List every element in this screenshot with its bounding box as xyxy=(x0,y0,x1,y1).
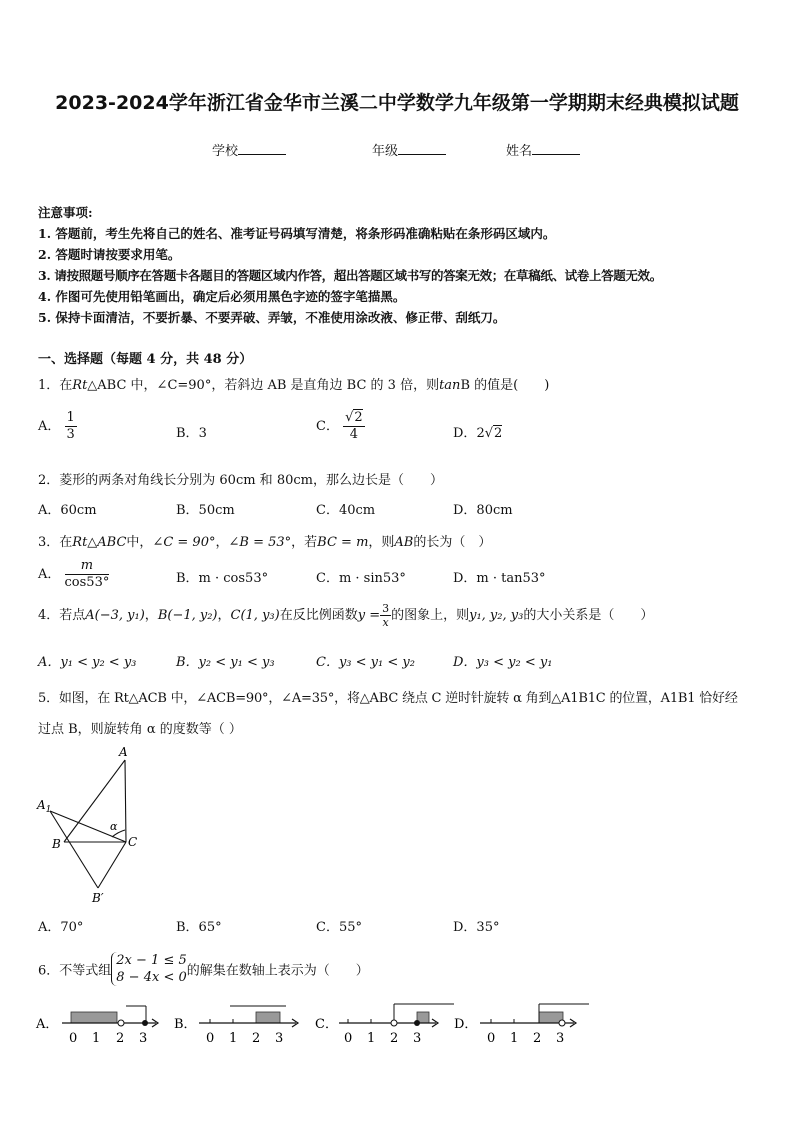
denominator: cos53° xyxy=(64,575,110,590)
question-2: 2．菱形的两条对角线长分别为 60cm 和 80cm，那么边长是（ ） xyxy=(38,473,443,488)
shaded-region xyxy=(71,1012,117,1023)
q3-option-a[interactable] xyxy=(38,558,109,591)
q4-sep: ， xyxy=(144,608,158,623)
q1-rt: Rt xyxy=(72,378,88,393)
question-5-line2: 过点 B，则旋转角 α 的度数等（ ） xyxy=(38,722,242,737)
q6-number-lines xyxy=(34,1000,624,1050)
q3-option-b[interactable]: B．m · cos53° xyxy=(176,571,269,586)
tick-label: 0 xyxy=(206,1031,215,1046)
q6-option-b[interactable] xyxy=(174,1006,298,1046)
q1-option-a[interactable] xyxy=(38,410,77,443)
section-title: 一、选择题（每题 4 分，共 48 分） xyxy=(38,352,253,367)
note-item: 4. 作图可先使用铅笔画出，确定后必须用黑色字迹的签字笔描黑。 xyxy=(38,289,406,304)
tick-label: 0 xyxy=(344,1031,353,1046)
q4-option-d[interactable]: D．y₃ < y₂ < y₁ xyxy=(453,655,553,670)
label-b-prime: B′ xyxy=(92,891,104,905)
note-item: 1. 答题前，考生先将自己的姓名、准考证号码填写清楚，将条形码准确粘贴在条形码区域内。 xyxy=(38,226,556,241)
q6-option-d[interactable] xyxy=(454,1004,589,1046)
q3-suffix: 的长为（ ） xyxy=(413,535,492,550)
name-blank xyxy=(532,142,580,155)
option-label: C． xyxy=(316,419,339,434)
label-a1 xyxy=(36,798,51,815)
q3-cond: BC = m xyxy=(317,535,369,550)
segment-ac xyxy=(125,760,126,842)
q2-option-b[interactable]: B．50cm xyxy=(176,503,235,518)
q6-option-a[interactable] xyxy=(35,1006,158,1046)
q1-tan: tan xyxy=(439,378,461,393)
grade-blank xyxy=(398,142,446,155)
fraction xyxy=(65,410,77,443)
denominator: x xyxy=(382,616,389,629)
q1-suffix: B 的值是( ) xyxy=(460,378,550,393)
open-dot xyxy=(391,1020,397,1026)
q1-prefix: 1．在 xyxy=(38,378,73,393)
fraction xyxy=(65,558,110,591)
tick-label: 3 xyxy=(139,1031,148,1046)
option-label: A． xyxy=(38,567,61,582)
inequality-2: 8 − 4x < 0 xyxy=(116,970,187,985)
fraction xyxy=(380,602,391,629)
tick-label: 1 xyxy=(367,1031,376,1046)
name-label: 姓名 xyxy=(506,144,533,159)
q4-point-b: B(−1, y₂) xyxy=(157,608,218,623)
option-label: C． xyxy=(315,1017,338,1032)
coefficient: 2 xyxy=(476,426,485,441)
open-dot xyxy=(559,1020,565,1026)
q5-option-b[interactable]: B．65° xyxy=(176,920,222,935)
inequality-system xyxy=(111,952,186,986)
numerator: m xyxy=(65,558,110,575)
notes-heading: 注意事项: xyxy=(38,205,93,220)
denominator: 3 xyxy=(66,427,75,442)
note-item: 5. 保持卡面清洁，不要折暴、不要弄破、弄皱，不准使用涂改液、修正带、刮纸刀。 xyxy=(38,310,506,325)
inequality-1: 2x − 1 ≤ 5 xyxy=(116,953,187,968)
q4-text: 的图象上，则 xyxy=(391,608,470,623)
tick-label: 2 xyxy=(252,1031,261,1046)
q3-cond: AB xyxy=(394,535,414,550)
q4-sep: ， xyxy=(217,608,231,623)
tick-label: 2 xyxy=(533,1031,542,1046)
school-label: 学校 xyxy=(212,144,239,159)
q4-option-b[interactable]: B．y₂ < y₁ < y₃ xyxy=(176,655,275,670)
q3-text: ， xyxy=(215,535,229,550)
q4-point-c: C(1, y₃) xyxy=(230,608,280,623)
q3-option-c[interactable]: C．m · sin53° xyxy=(316,571,406,586)
q4-vars: y₁, y₂, y₃ xyxy=(469,608,524,623)
q2-option-a[interactable]: A．60cm xyxy=(38,503,97,518)
school-field xyxy=(212,140,286,159)
q1-text: △ABC 中，∠C=90°，若斜边 AB 是直角边 BC 的 3 倍，则 xyxy=(87,378,440,393)
question-1 xyxy=(38,374,549,393)
tick-label: 2 xyxy=(116,1031,125,1046)
tick-label: 3 xyxy=(275,1031,284,1046)
q4-suffix: 的大小关系是（ ） xyxy=(523,608,654,623)
tick-label: 0 xyxy=(487,1031,496,1046)
q2-option-d[interactable]: D．80cm xyxy=(453,503,513,518)
label-alpha: α xyxy=(110,820,118,833)
question-6 xyxy=(38,952,369,986)
grade-label: 年级 xyxy=(372,144,399,159)
tick-label: 2 xyxy=(390,1031,399,1046)
tick-label: 1 xyxy=(92,1031,101,1046)
q6-suffix: 的解集在数轴上表示为（ ） xyxy=(186,963,369,979)
q3-cond: ∠C = 90° xyxy=(152,535,216,550)
label-c: C xyxy=(128,835,138,849)
denominator: 4 xyxy=(349,427,359,442)
q3-text: ，则 xyxy=(368,535,395,550)
q1-option-c[interactable] xyxy=(316,410,365,443)
q4-option-a[interactable]: A．y₁ < y₂ < y₃ xyxy=(38,655,137,670)
question-4 xyxy=(38,602,653,629)
numerator: 1 xyxy=(66,410,75,425)
tick-label: 1 xyxy=(229,1031,238,1046)
open-dot xyxy=(118,1020,124,1026)
closed-dot xyxy=(414,1020,420,1026)
q4-text: 在反比例函数 xyxy=(279,608,358,623)
radicand: 2 xyxy=(494,426,503,441)
q4-fn-y: y = xyxy=(357,608,381,623)
q3-option-d[interactable]: D．m · tan53° xyxy=(453,571,546,586)
label-a: A xyxy=(119,745,128,759)
tick-label: 3 xyxy=(413,1031,422,1046)
q6-option-c[interactable] xyxy=(315,1004,454,1046)
q3-triangle: Rt△ABC xyxy=(72,535,127,550)
segment-b1c xyxy=(98,842,126,888)
q3-cond: ∠B = 53° xyxy=(228,535,292,550)
numerator: 3 xyxy=(382,602,390,615)
q3-prefix: 3．在 xyxy=(38,535,73,550)
label-b: B xyxy=(52,837,61,851)
option-label: D． xyxy=(454,1017,478,1032)
tick-label: 0 xyxy=(69,1031,78,1046)
q1-option-b[interactable] xyxy=(176,422,207,441)
tick-label: 3 xyxy=(556,1031,565,1046)
note-item: 2. 答题时请按要求用笔。 xyxy=(38,247,181,262)
option-label: D． xyxy=(453,426,477,441)
option-label: B． xyxy=(176,426,199,441)
option-label: A． xyxy=(38,419,61,434)
q1-option-d[interactable]: D．2√2 xyxy=(453,426,503,441)
option-label: A． xyxy=(36,1017,59,1032)
q4-prefix: 4．若点 xyxy=(38,608,86,623)
closed-dot xyxy=(142,1020,148,1026)
question-3 xyxy=(38,531,491,550)
q4-point-a: A(−3, y₁) xyxy=(85,608,145,623)
radicand: 2 xyxy=(354,410,363,425)
question-5-line1: 5．如图，在 Rt△ACB 中，∠ACB=90°，∠A=35°，将△ABC 绕点 C 逆时针旋转 α 角到△A1B1C 的位置，A1B1 恰好经 xyxy=(38,691,738,706)
label-a1-main: A xyxy=(37,798,46,812)
q4-option-c[interactable]: C．y₃ < y₁ < y₂ xyxy=(316,655,415,670)
school-blank xyxy=(238,142,286,155)
q3-text: 中， xyxy=(126,535,153,550)
tick-label: 1 xyxy=(510,1031,519,1046)
q6-prefix: 6．不等式组 xyxy=(38,963,112,979)
q5-option-c[interactable]: C．55° xyxy=(316,920,362,935)
q3-text: ，若 xyxy=(291,535,318,550)
numerator: √2 xyxy=(345,410,363,425)
q5-option-a[interactable]: A．70° xyxy=(38,920,84,935)
q5-figure xyxy=(34,742,164,907)
option-label: B． xyxy=(174,1017,197,1032)
option-value: 3 xyxy=(198,426,207,441)
q5-option-d[interactable]: D．35° xyxy=(453,920,500,935)
note-item: 3. 请按照题号顺序在答题卡各题目的答题区域内作答，超出答题区域书写的答案无效；在草稿纸、试卷上答题无效。 xyxy=(38,268,662,283)
page-title: 2023-2024学年浙江省金华市兰溪二中学数学九年级第一学期期末经典模拟试题 xyxy=(55,92,739,114)
name-field xyxy=(506,140,580,159)
grade-field xyxy=(372,140,446,159)
fraction xyxy=(343,410,365,443)
label-a1-sub: 1 xyxy=(45,805,52,815)
q2-option-c[interactable]: C．40cm xyxy=(316,503,376,518)
shaded-region xyxy=(256,1012,280,1023)
